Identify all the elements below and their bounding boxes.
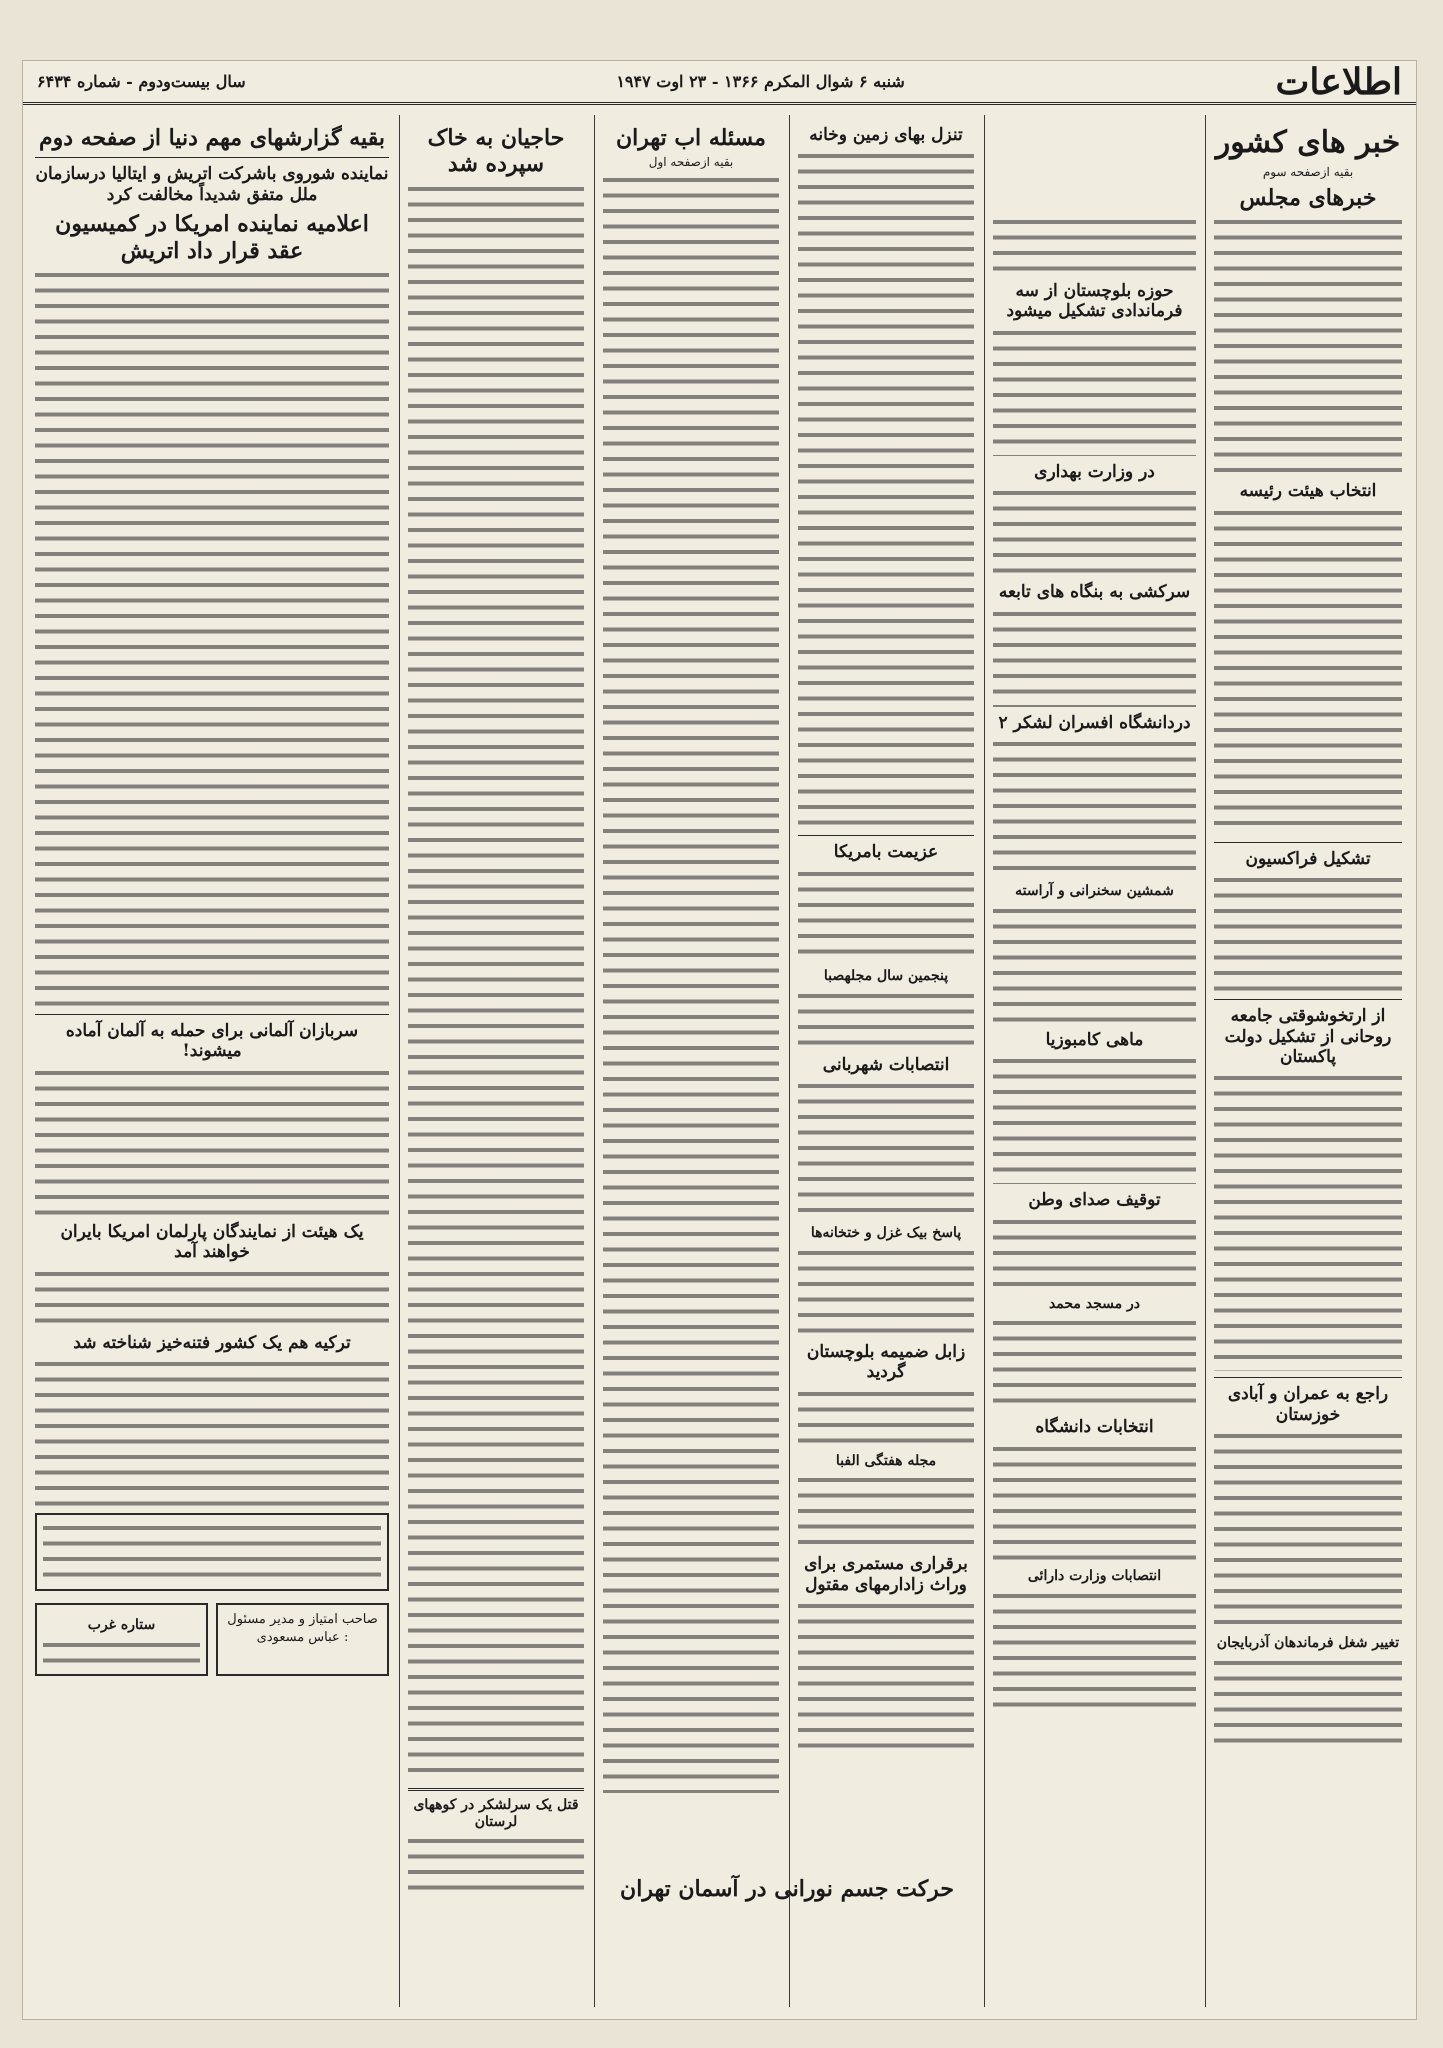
masthead [23, 61, 1416, 105]
column-provinces [984, 115, 1204, 2007]
ad-box [35, 1603, 208, 1676]
heading-mosque: در مسجد محمد [1048, 1295, 1141, 1312]
article-body [798, 1246, 974, 1336]
article-body [603, 173, 779, 1793]
heading-pension: برقراری مستمری برای وراث زادارمهای مقتول [804, 1554, 968, 1595]
column-city [789, 115, 982, 2007]
ad-body [43, 1638, 200, 1668]
ad-title: ستاره غرب [87, 1616, 156, 1633]
heading-murder: قتل یک سرلشکر در کوههای لرستان [413, 1796, 579, 1830]
article-body [408, 1834, 584, 1894]
article-body [1214, 215, 1402, 475]
article-body [993, 904, 1196, 1024]
newspaper-page [22, 60, 1417, 2020]
column-world-reports [27, 115, 397, 2007]
article-body [993, 326, 1196, 456]
heading-fish: ماهی کامبوزیا [1045, 1029, 1144, 1050]
column-tehran-water [594, 115, 787, 2007]
heading-us-declaration: اعلامیه نماینده امریکا در کمیسیون عقد قرار داد اتریش [55, 211, 369, 264]
heading-committee: انتخاب هیئت رئیسه [1239, 481, 1377, 502]
heading-tehran-water: مسئله اب تهران [616, 125, 766, 151]
section-subtitle: بقیه ازصفحه سوم [1262, 165, 1354, 179]
owner-box [216, 1603, 389, 1676]
article-body [35, 1066, 389, 1216]
heading-speech: شمشین سخنرانی و آراسته [1015, 882, 1174, 899]
article-body [993, 1054, 1196, 1184]
article-body [798, 1079, 974, 1219]
article-body [798, 867, 974, 962]
notice-body [43, 1521, 381, 1583]
heading-agencies: سرکشی به بنگاه های تابعه [998, 582, 1191, 603]
banner-world-reports: بقیه گزارشهای مهم دنیا از صفحه دوم [39, 125, 385, 151]
heading-health: در وزارت بهداری [1034, 461, 1155, 482]
article-body [993, 607, 1196, 707]
article-body [993, 486, 1196, 576]
article-body [798, 1599, 974, 1749]
article-body [35, 1357, 389, 1507]
article-body [1214, 1656, 1402, 1746]
heading-reply: پاسخ بیک غزل و ختخانه‌ها [810, 1224, 962, 1241]
continued-note: بقیه ازصفحه اول [648, 155, 734, 170]
heading-anniversary: پنجمین سال مجلهصبا [823, 967, 949, 984]
section-title: خبر های کشور [1215, 125, 1401, 160]
article-body [35, 268, 389, 1008]
heading-turkey: ترکیه هم یک کشور فتنه‌خیز شناخته شد [73, 1332, 351, 1353]
article-body [35, 1267, 389, 1327]
heading-army-college: دردانشگاه افسران لشکر ۲ [998, 712, 1191, 733]
column-national-news [1205, 115, 1410, 2007]
heading-travel-america: عزیمت بامریکا [833, 842, 939, 863]
headline-luminous-object: حرکت جسم نورانی در آسمان تهران [620, 1876, 954, 1902]
article-body [993, 1316, 1196, 1411]
heading-zabol: زابل ضمیمه بلوچستان گردید [806, 1341, 966, 1383]
article-body [798, 1473, 974, 1548]
heading-finance: انتصابات وزارت دارائی [1027, 1567, 1162, 1584]
heading-german-soldiers: سربازان آلمانی برای حمله به آلمان آماده میشوند! [65, 1020, 359, 1062]
article-body [798, 1387, 974, 1447]
article-body [993, 1215, 1196, 1290]
heading-pilgrims: حاجیان به خاک سپرده شد [427, 125, 565, 178]
heading-police-appointments: انتصابات شهربانی [822, 1054, 950, 1075]
heading-pakistan: از ارتخوشوقتی جامعه روحانی از تشکیل دولت پاکستان [1224, 1006, 1392, 1067]
issue-number: سال بیست‌ودوم - شماره ۶۴۳۴ [37, 72, 246, 91]
heading-fraction: تشکیل فراکسیون [1245, 848, 1371, 869]
heading-us-delegation: یک هیئت از نمایندگان پارلمان امریکا بایران خواهند آمد [60, 1221, 364, 1263]
article-body [993, 737, 1196, 877]
heading-land-prices: تنزل بهای زمین وخانه [809, 125, 963, 145]
heading-khuzestan: راجع به عمران و آبادی خوزستان [1227, 1384, 1389, 1425]
article-body [1214, 506, 1402, 836]
article-body [1214, 873, 1402, 993]
article-body [408, 182, 584, 1782]
article-body [1214, 1071, 1402, 1371]
heading-azerbaijan: تغییر شغل فرماندهان آذربایجان [1216, 1635, 1400, 1652]
majlis-heading: خبرهای مجلس [1239, 185, 1377, 211]
column-pilgrims [399, 115, 592, 2007]
heading-baluchistan: حوزه بلوچستان از سه فرماندادی تشکیل میشود [1006, 281, 1183, 322]
heading-soviet-delegate: نماینده شوروی باشرکت اتریش و ایتالیا درسازمان ملل متفق شدیداً مخالفت کرد [35, 164, 389, 205]
dateline: شنبه ۶ شوال المکرم ۱۳۶۶ - ۲۳ اوت ۱۹۴۷ [616, 72, 905, 91]
notice-box [35, 1513, 389, 1591]
heading-magazine: مجله هفتگی الفبا [835, 1452, 937, 1469]
article-body [993, 1442, 1196, 1562]
owner-line: صاحب امتیاز و مدیر مسئول : عباس مسعودی [227, 1611, 378, 1646]
heading-university: انتخابات دانشگاه [1035, 1417, 1154, 1438]
article-body [798, 149, 974, 829]
heading-voice-of-homeland: توقیف صدای وطن [1028, 1190, 1161, 1211]
article-body [993, 215, 1196, 275]
article-body [1214, 1429, 1402, 1629]
newspaper-logo: اطلاعات [1275, 60, 1402, 103]
article-body [798, 989, 974, 1049]
article-body [993, 1589, 1196, 1709]
